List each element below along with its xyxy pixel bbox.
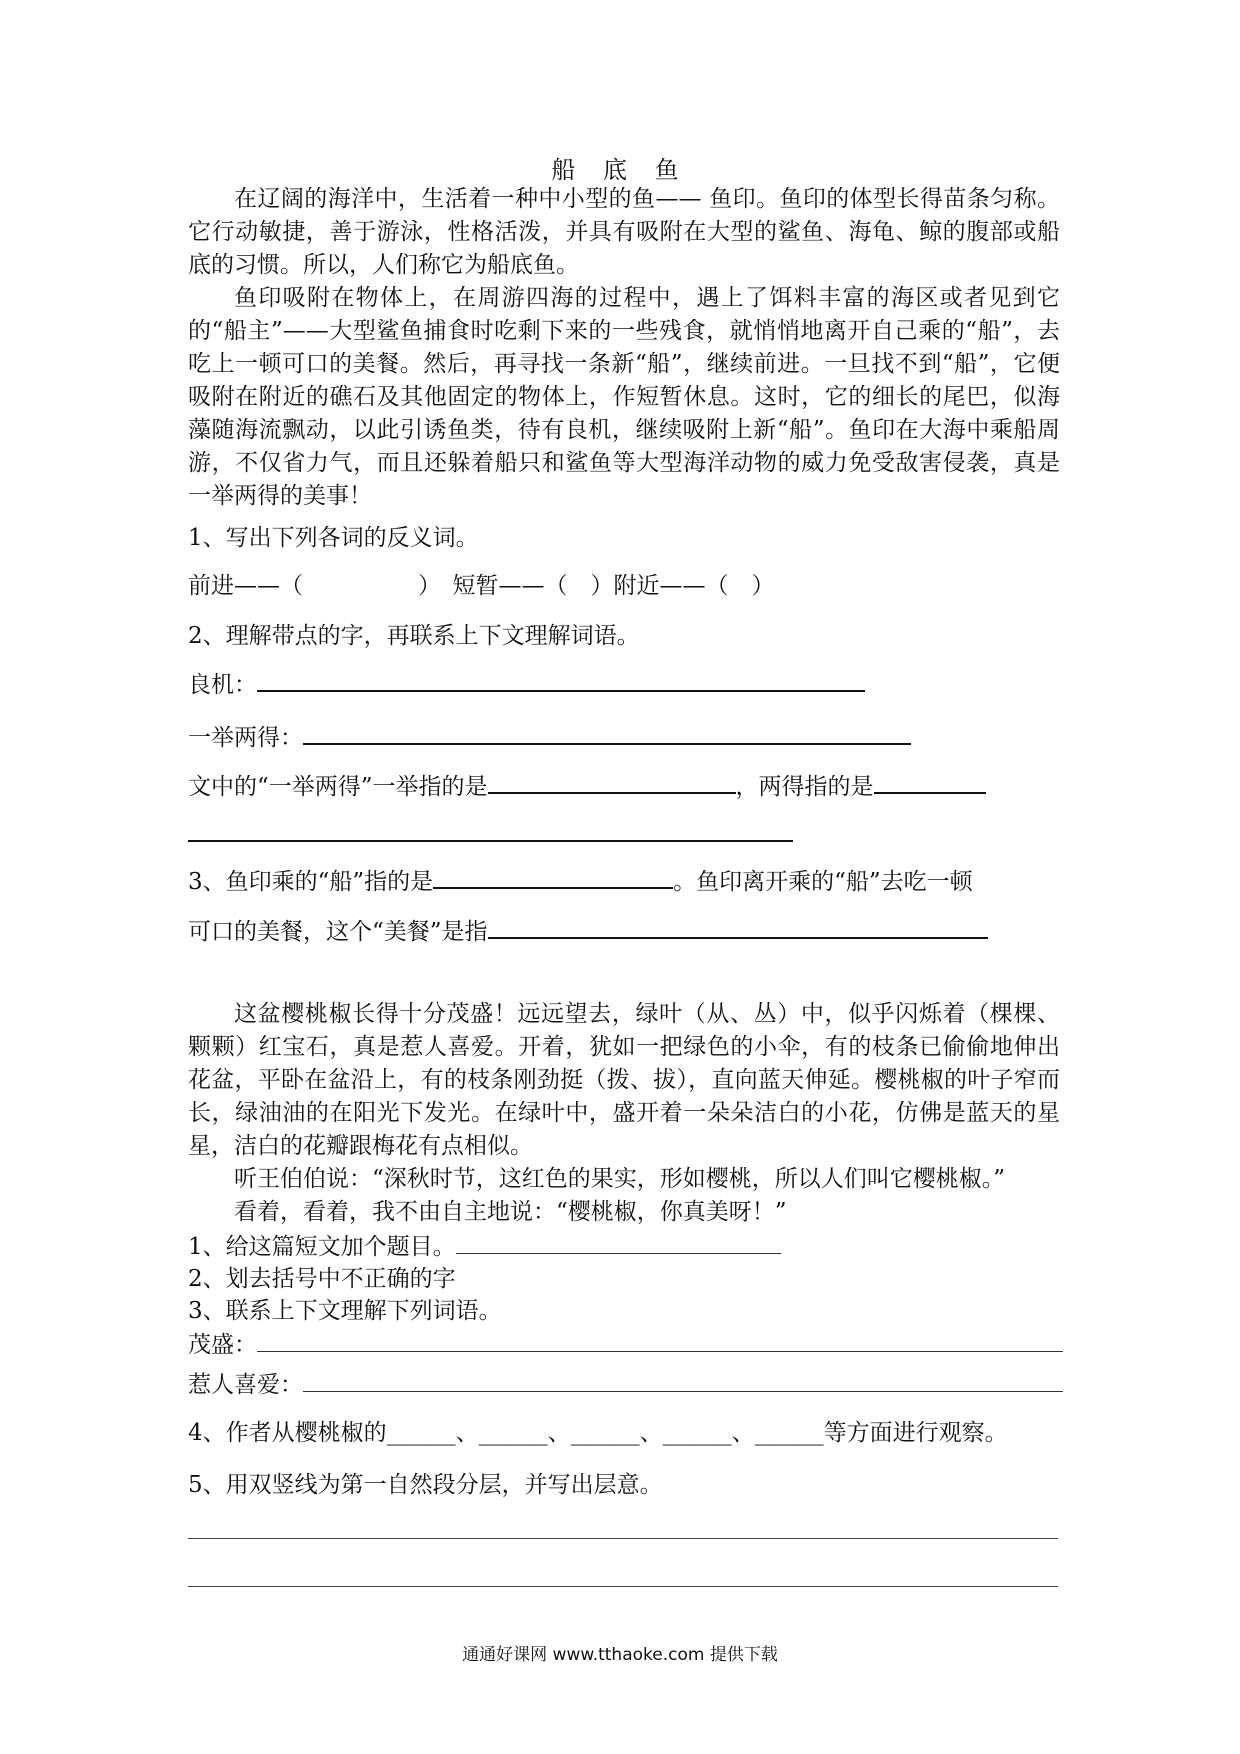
p2-q3-maosheng-label: 茂盛： [188,1332,257,1358]
p2-q3-prompt: 3、联系上下文理解下列词语。 [188,1298,502,1324]
p2-q1-label: 1、给这篇短文加个题目。 [188,1234,456,1260]
q2-yijuliangde-label: 一举两得： [188,725,303,751]
p2-q1-title-blank[interactable] [456,1233,781,1254]
q2-context-label-2: ，两得指的是 [735,774,874,800]
q2-lianghi-blank[interactable] [257,668,865,692]
q2-context-label-1: 文中的“一举两得”一举指的是 [188,774,488,800]
q3-meican-blank[interactable] [488,915,988,939]
q2-lianghi-label: 良机： [188,672,257,698]
p2-q3-rerenxiai-blank[interactable] [303,1371,1063,1392]
passage-title: 船 底 鱼 [551,156,689,184]
p2-q3-rerenxiai-row [188,1370,1063,1400]
p2-q5-answer-line-1[interactable] [188,1538,1058,1539]
q2-liangde-blank[interactable] [874,770,986,794]
passage2-paragraph-2: 听王伯伯说：“深秋时节，这红色的果实，形如樱桃，所以人们叫它樱桃椒。” [234,1166,1006,1192]
footer-credit: 通通好课网 www.tthaoke.com 提供下载 [462,1645,778,1665]
q2-continuation-line[interactable] [188,840,793,842]
passage1-paragraph-2: 鱼印吸附在物体上，在周游四海的过程中，遇上了饵料丰富的海区或者见到它的“船主”——大型鲨鱼捕食时吃剩下来的一些残食，就悄悄地离开自己乘的“船”，去吃上一顿可口的美餐。然后，再寻找一条新“船”，继续前进。一旦找不到“船”，它便吸附在附近的礁石及其他固定的物体上，作短暂休息。这时，它的细长的尾巴，似海藻随海流飘动，以此引诱鱼类，待有良机，继续吸附上新“船”。鱼印在大海中乘船周游，不仅省力气，而且还躲着船只和鲨鱼等大型海洋动物的威力免受敌害侵袭，真是一举两得的美事！ [188,285,1060,509]
q3-label-3: 可口的美餐，这个“美餐”是指 [188,919,488,945]
q2-prompt: 2、理解带点的字，再联系上下文理解词语。 [188,623,640,649]
q2-lianghi-row [188,668,865,700]
q3-row-2 [188,915,988,947]
q2-yiju-blank[interactable] [488,770,736,794]
p2-q1-row [188,1232,781,1262]
p2-q4-row [188,1418,1008,1448]
q2-yijuliangde-row [188,721,911,753]
q2-context-row [188,770,986,802]
p2-q3-maosheng-blank[interactable] [257,1331,1063,1352]
p2-q5-answer-line-2[interactable] [188,1586,1058,1587]
p2-q2-prompt: 2、划去括号中不正确的字 [188,1266,456,1292]
passage2-paragraph-3: 看着，看着，我不由自主地说：“樱桃椒，你真美呀！” [234,1199,787,1225]
p2-q5-prompt: 5、用双竖线为第一自然段分层，并写出层意。 [188,1472,663,1498]
p2-q3-maosheng-row [188,1330,1063,1360]
q3-label-1: 3、鱼印乘的“船”指的是 [188,869,434,895]
p2-q4-label-2: 等方面进行观察。 [823,1420,1008,1446]
q1-antonym-items: 前进——（ ） 短暂——（ ）附近——（ ） [188,573,775,599]
p2-q3-rerenxiai-label: 惹人喜爱： [188,1372,303,1398]
q2-yijuliangde-blank[interactable] [303,721,911,745]
passage1-paragraph-1: 在辽阔的海洋中，生活着一种中小型的鱼—— 鱼印。鱼印的体型长得苗条匀称。它行动敏捷，善于游泳，性格活泼，并具有吸附在大型的鲨鱼、海龟、鲸的腹部或船底的习惯。所以，人们称它为船底鱼。 [188,186,1060,278]
q1-prompt: 1、写出下列各词的反义词。 [188,525,479,551]
q3-chuan-blank[interactable] [433,865,673,889]
q3-row-1 [188,865,973,897]
passage2-paragraph-1: 这盆樱桃椒长得十分茂盛！远远望去，绿叶（从、丛）中，似乎闪烁着（棵棵、颗颗）红宝石，真是惹人喜爱。开着，犹如一把绿色的小伞，有的枝条已偷偷地伸出花盆，平卧在盆沿上，有的枝条刚劲挺（拨、拔），直向蓝天伸延。樱桃椒的叶子窄而长，绿油油的在阳光下发光。在绿叶中，盛开着一朵朵洁白的小花，仿佛是蓝天的星星，洁白的花瓣跟梅花有点相似。 [188,1001,1060,1159]
q3-label-2: 。鱼印离开乘的“船”去吃一顿 [673,869,973,895]
p2-q4-label-1: 4、作者从樱桃椒的______、______、______、______、______ [188,1420,824,1446]
